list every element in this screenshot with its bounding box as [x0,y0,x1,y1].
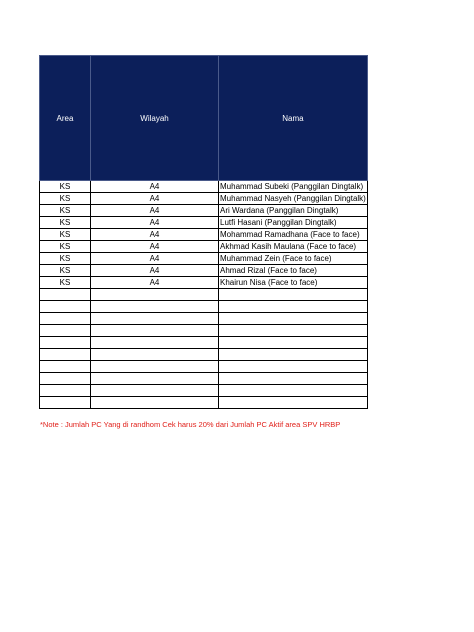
table-row [40,313,368,325]
cell-area: KS [40,229,91,241]
cell-area: KS [40,217,91,229]
cell-area: KS [40,181,91,193]
cell-area [40,373,91,385]
cell-area [40,349,91,361]
cell-area [40,361,91,373]
cell-wilayah: A4 [91,265,219,277]
cell-nama: Muhammad Subeki (Panggilan Dingtalk) [219,181,368,193]
cell-area: KS [40,253,91,265]
note-text: *Note : Jumlah PC Yang di randhom Cek harus 20% dari Jumlah PC Aktif area SPV HRBP [40,420,341,429]
table-row [40,265,368,277]
cell-nama [219,325,368,337]
cell-wilayah [91,397,219,409]
table-row [40,217,368,229]
cell-wilayah [91,325,219,337]
cell-nama [219,289,368,301]
cell-area [40,301,91,313]
cell-wilayah: A4 [91,193,219,205]
cell-nama [219,373,368,385]
cell-nama [219,361,368,373]
cell-nama [219,385,368,397]
cell-wilayah [91,313,219,325]
cell-wilayah: A4 [91,205,219,217]
cell-wilayah [91,361,219,373]
cell-area: KS [40,241,91,253]
cell-nama: Khairun Nisa (Face to face) [219,277,368,289]
table-row [40,337,368,349]
header-wilayah: Wilayah [91,56,219,181]
cell-wilayah: A4 [91,181,219,193]
cell-wilayah: A4 [91,217,219,229]
cell-nama [219,301,368,313]
cell-nama: Akhmad Kasih Maulana (Face to face) [219,241,368,253]
cell-area: KS [40,265,91,277]
table-row [40,361,368,373]
cell-area: KS [40,277,91,289]
table-header-row [40,56,368,181]
cell-area [40,385,91,397]
cell-wilayah [91,349,219,361]
table-row [40,289,368,301]
table-row [40,205,368,217]
table-row [40,397,368,409]
cell-wilayah [91,373,219,385]
table-row [40,349,368,361]
cell-nama: Muhammad Zein (Face to face) [219,253,368,265]
cell-nama [219,337,368,349]
cell-nama: Ahmad Rizal (Face to face) [219,265,368,277]
cell-wilayah: A4 [91,229,219,241]
header-nama: Nama [219,56,368,181]
cell-area [40,289,91,301]
cell-area [40,337,91,349]
cell-wilayah [91,301,219,313]
cell-nama: Lutfi Hasani (Panggilan Dingtalk) [219,217,368,229]
cell-area: KS [40,205,91,217]
cell-nama: Mohammad Ramadhana (Face to face) [219,229,368,241]
table-row [40,277,368,289]
table-row [40,229,368,241]
cell-area [40,325,91,337]
cell-area [40,313,91,325]
cell-nama [219,349,368,361]
table-row [40,241,368,253]
table-row [40,301,368,313]
table-body [40,181,368,409]
cell-area: KS [40,193,91,205]
cell-wilayah: A4 [91,241,219,253]
cell-wilayah [91,337,219,349]
table-row [40,253,368,265]
header-area: Area [40,56,91,181]
cell-wilayah [91,289,219,301]
table-row [40,325,368,337]
table-row [40,373,368,385]
pc-check-table [39,55,368,409]
cell-nama: Muhammad Nasyeh (Panggilan Dingtalk) [220,194,366,203]
cell-wilayah: A4 [91,277,219,289]
table-row [40,193,368,205]
cell-wilayah: A4 [91,253,219,265]
cell-wilayah [91,385,219,397]
cell-nama: Ari Wardana (Panggilan Dingtalk) [219,205,368,217]
table-row [40,385,368,397]
cell-nama [219,397,368,409]
cell-nama [219,313,368,325]
table-row [40,181,368,193]
cell-area [40,397,91,409]
